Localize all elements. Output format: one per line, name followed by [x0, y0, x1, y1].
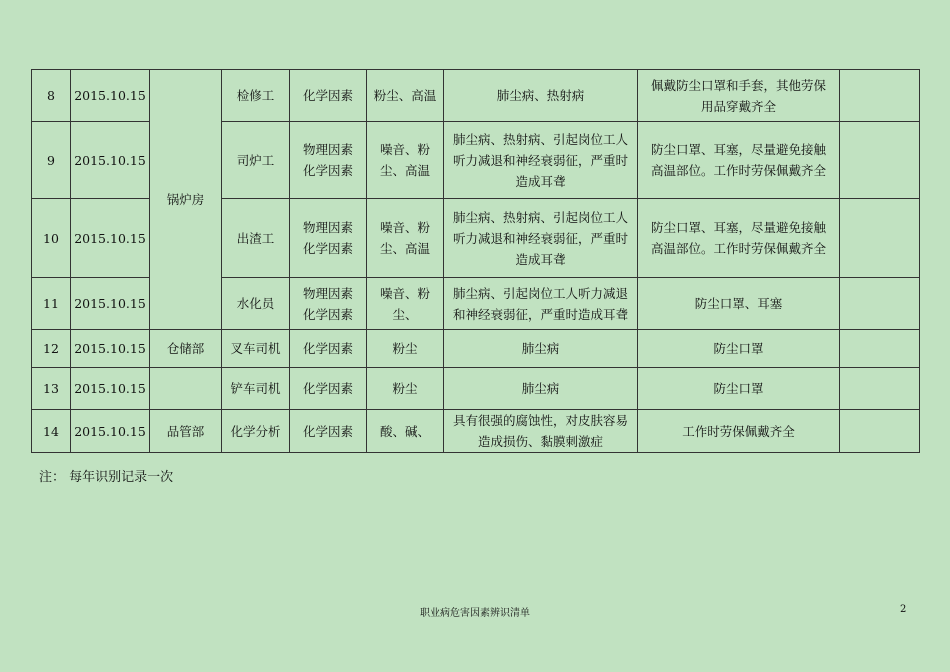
row-number: 13	[32, 368, 71, 410]
protective-measures: 佩戴防尘口罩和手套，其他劳保 用品穿戴齐全	[638, 70, 840, 122]
post-cell: 化学分析	[222, 410, 290, 453]
row-number: 12	[32, 330, 71, 368]
document-title-footer: 职业病危害因素辨识清单	[420, 608, 530, 619]
protective-measures: 防尘口罩	[638, 330, 840, 368]
protective-measures: 防尘口罩、耳塞，尽量避免接触 高温部位。工作时劳保佩戴齐全	[638, 122, 840, 199]
page-number: 2	[900, 604, 907, 615]
row-number: 8	[32, 70, 71, 122]
hazard-category: 化学因素	[290, 410, 367, 453]
department-cell	[150, 368, 222, 410]
possible-harm: 肺尘病	[444, 368, 638, 410]
table-row	[32, 368, 920, 410]
table-row	[32, 70, 920, 122]
remark-cell	[840, 410, 920, 453]
footnote: 注： 每年识别记录一次	[39, 470, 174, 485]
identification-date: 2015.10.15	[71, 410, 150, 453]
post-cell: 出渣工	[222, 199, 290, 278]
possible-harm: 肺尘病	[444, 330, 638, 368]
identification-date: 2015.10.15	[71, 122, 150, 199]
hazard-category: 化学因素	[290, 368, 367, 410]
protective-measures: 防尘口罩、耳塞	[638, 278, 840, 330]
identification-date: 2015.10.15	[71, 330, 150, 368]
identification-date: 2015.10.15	[71, 199, 150, 278]
hazard-category: 物理因素 化学因素	[290, 199, 367, 278]
possible-harm: 肺尘病、热射病、引起岗位工人 听力减退和神经衰弱征，严重时 造成耳聋	[444, 122, 638, 199]
identification-date: 2015.10.15	[71, 278, 150, 330]
post-cell: 铲车司机	[222, 368, 290, 410]
post-cell: 叉车司机	[222, 330, 290, 368]
table-row	[32, 410, 920, 453]
possible-harm: 肺尘病、热射病、引起岗位工人 听力减退和神经衰弱征，严重时 造成耳聋	[444, 199, 638, 278]
hazard-factor: 酸、碱、	[367, 410, 444, 453]
post-cell: 检修工	[222, 70, 290, 122]
post-cell: 司炉工	[222, 122, 290, 199]
row-number: 9	[32, 122, 71, 199]
possible-harm: 肺尘病、引起岗位工人听力减退 和神经衰弱征，严重时造成耳聋	[444, 278, 638, 330]
protective-measures: 工作时劳保佩戴齐全	[638, 410, 840, 453]
hazard-factor: 噪音、粉 尘、高温	[367, 199, 444, 278]
hazard-factor: 噪音、粉 尘、高温	[367, 122, 444, 199]
hazard-table	[31, 69, 920, 453]
identification-date: 2015.10.15	[71, 70, 150, 122]
department-cell: 仓储部	[150, 330, 222, 368]
remark-cell	[840, 199, 920, 278]
hazard-category: 物理因素 化学因素	[290, 122, 367, 199]
remark-cell	[840, 70, 920, 122]
table-row	[32, 330, 920, 368]
row-number: 10	[32, 199, 71, 278]
hazard-factor: 噪音、粉 尘、	[367, 278, 444, 330]
possible-harm: 具有很强的腐蚀性，对皮肤容易 造成损伤、黏膜刺激症	[444, 410, 638, 453]
remark-cell	[840, 122, 920, 199]
row-number: 11	[32, 278, 71, 330]
hazard-category: 物理因素 化学因素	[290, 278, 367, 330]
hazard-factor: 粉尘、高温	[367, 70, 444, 122]
remark-cell	[840, 278, 920, 330]
protective-measures: 防尘口罩	[638, 368, 840, 410]
identification-date: 2015.10.15	[71, 368, 150, 410]
department-cell: 品管部	[150, 410, 222, 453]
department-cell: 锅炉房	[150, 70, 222, 330]
row-number: 14	[32, 410, 71, 453]
hazard-factor: 粉尘	[367, 368, 444, 410]
hazard-category: 化学因素	[290, 330, 367, 368]
hazard-category: 化学因素	[290, 70, 367, 122]
post-cell: 水化员	[222, 278, 290, 330]
remark-cell	[840, 368, 920, 410]
protective-measures: 防尘口罩、耳塞，尽量避免接触 高温部位。工作时劳保佩戴齐全	[638, 199, 840, 278]
hazard-factor: 粉尘	[367, 330, 444, 368]
possible-harm: 肺尘病、热射病	[444, 70, 638, 122]
remark-cell	[840, 330, 920, 368]
